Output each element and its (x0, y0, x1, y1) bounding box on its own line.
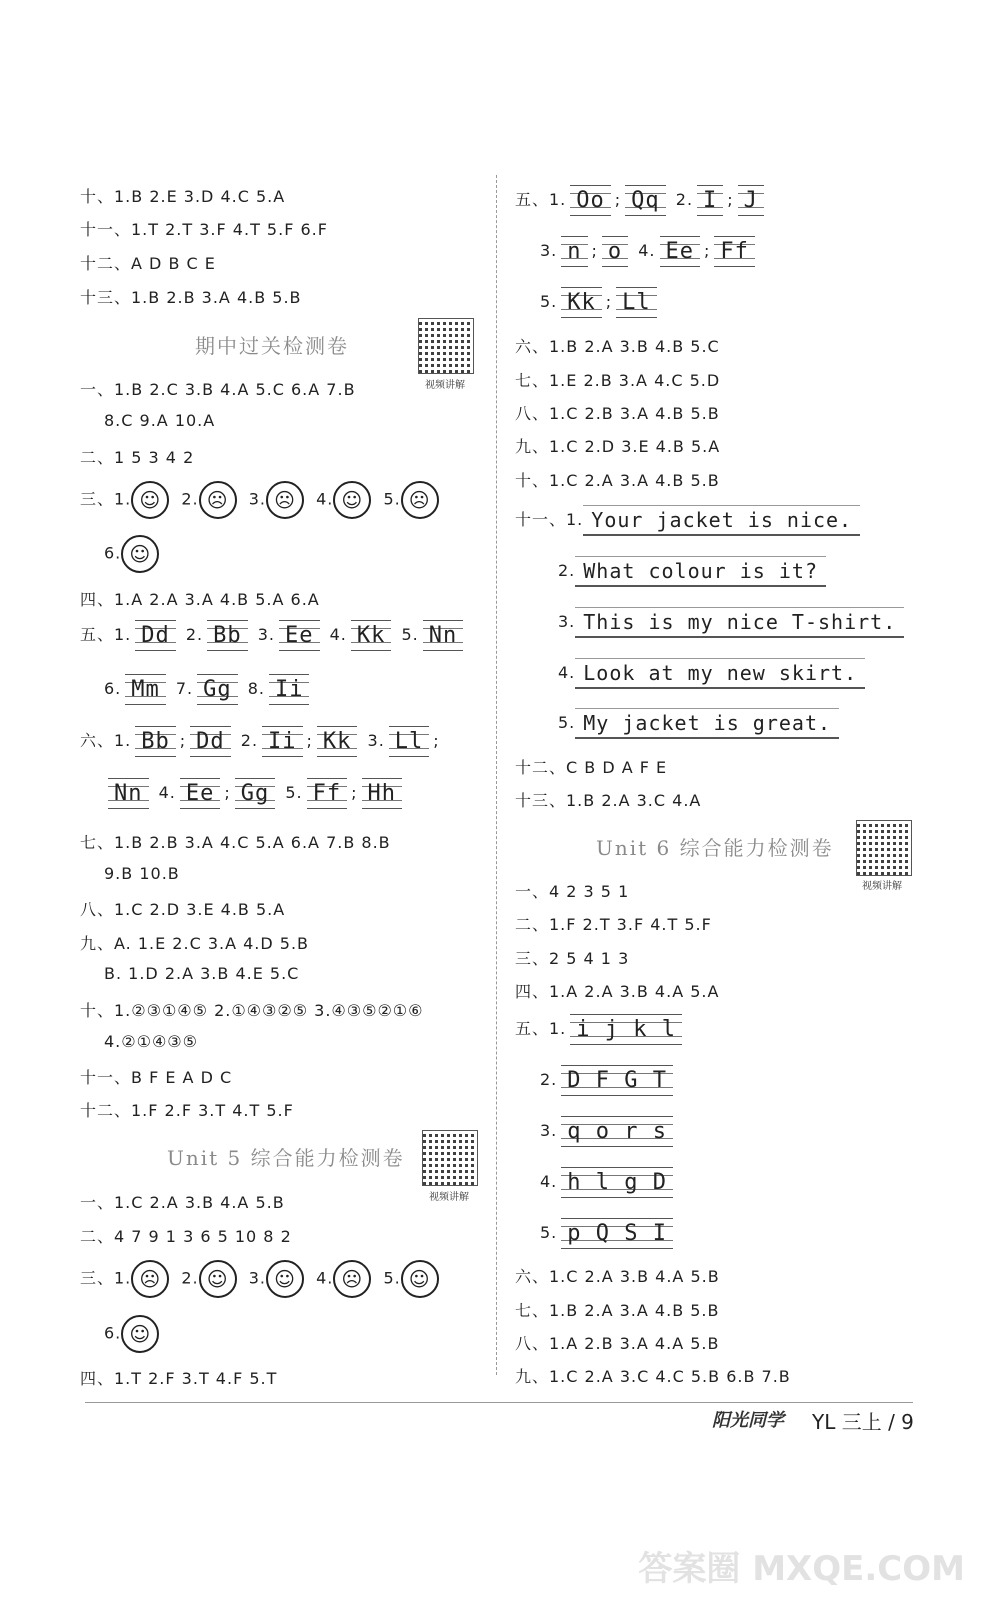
letters-row (540, 1116, 677, 1147)
handwritten-letters: q o r s (561, 1116, 673, 1147)
qr-code-icon[interactable] (418, 318, 474, 374)
section-title-unit5: Unit 5 综合能力检测卷 (167, 1146, 405, 1170)
sentence-row (558, 658, 865, 689)
letters-row: 五、1. Oo ; Qq 2. I ; J (515, 185, 768, 216)
answer-line-11: 十一、1.T 2.T 3.F 4.T 5.F 6.F (80, 220, 328, 239)
answer-line: 四、1.A 2.A 3.A 4.B 5.A 6.A (80, 590, 320, 609)
answer-line: 三、2 5 4 1 3 (515, 949, 630, 968)
faces-row (80, 481, 445, 519)
letters-row (515, 1014, 686, 1045)
item-label: 5. (383, 489, 401, 509)
handwritten-letters: Dd (190, 726, 231, 757)
handwritten-letters: Bb (135, 726, 176, 757)
answer-line: 十一、B F E A D C (80, 1068, 233, 1087)
answer-line: 十三、1.B 2.A 3.C 4.A (515, 791, 702, 810)
handwritten-letters: o (602, 236, 628, 267)
answer-line: 八、1.C 2.B 3.A 4.B 5.B (515, 404, 720, 423)
faces-row (104, 535, 165, 573)
smile-face-icon: ☺ (401, 1260, 439, 1298)
handwritten-letters: D F G T (561, 1065, 673, 1096)
answer-line: 8.C 9.A 10.A (104, 411, 216, 430)
answer-line: 九、1.C 2.A 3.C 4.C 5.B 6.B 7.B (515, 1367, 791, 1386)
handwritten-letters: p Q S I (561, 1218, 673, 1249)
handwritten-letters: Mm (125, 674, 166, 705)
item-label: 5. (540, 292, 558, 311)
answer-line: 八、1.C 2.D 3.E 4.B 5.A (80, 900, 286, 919)
handwritten-letters: n (561, 236, 587, 267)
handwritten-letters: Gg (197, 674, 238, 705)
handwritten-letters: Ee (279, 620, 320, 651)
handwritten-letters: Ii (269, 674, 310, 705)
letters-row (80, 620, 467, 651)
handwritten-letters: I (697, 185, 723, 216)
item-label: 3. (248, 489, 266, 509)
section-title-midterm: 期中过关检测卷 (195, 334, 349, 358)
answer-line: 二、1 5 3 4 2 (80, 448, 195, 467)
answer-line-12: 十二、A D B C E (80, 254, 216, 273)
item-label: 2. (185, 625, 204, 644)
watermark: 答案圈 MXQE.COM (638, 1549, 965, 1589)
letters-row: 3. n ; o 4. Ee ; Ff (540, 236, 759, 267)
handwritten-letters: h l g D (561, 1167, 673, 1198)
answer-line-13: 十三、1.B 2.B 3.A 4.B 5.B (80, 288, 302, 307)
answer-line: 九、A. 1.E 2.C 3.A 4.D 5.B (80, 934, 310, 953)
handwritten-letters: Dd (135, 620, 176, 651)
faces-row (80, 1260, 445, 1298)
sentence-row (558, 708, 839, 739)
qr-code-icon[interactable] (856, 820, 912, 876)
section-title-unit6: Unit 6 综合能力检测卷 (596, 836, 834, 860)
handwritten-letters: Bb (207, 620, 248, 651)
handwritten-letters: Kk (317, 726, 358, 757)
item-label: 5. (285, 783, 303, 802)
item-prefix: 三、1. (80, 489, 132, 509)
handwritten-sentence: Look at my new skirt. (575, 658, 865, 689)
answer-line: 二、4 7 9 1 3 6 5 10 8 2 (80, 1227, 292, 1246)
item-label: 5. (558, 713, 576, 732)
smile-face-icon: ☺ (121, 1315, 159, 1353)
item-prefix: 六、1. (80, 731, 132, 750)
faces-row (104, 1315, 165, 1353)
item-label: 2. (540, 1070, 558, 1089)
item-label: 4. (558, 663, 576, 682)
item-label: 3. (540, 241, 558, 260)
sad-face-icon: ☹ (401, 481, 439, 519)
handwritten-letters: Ii (262, 726, 303, 757)
answer-line: 八、1.A 2.B 3.A 4.A 5.B (515, 1334, 720, 1353)
item-label: 2. (181, 1268, 199, 1288)
item-label: 3. (367, 731, 385, 750)
answer-line: 一、1.B 2.C 3.B 4.A 5.C 6.A 7.B (80, 380, 356, 399)
item-prefix: 五、1. (515, 1019, 567, 1038)
qr-caption: 视频讲解 (862, 881, 902, 892)
smile-face-icon: ☺ (121, 535, 159, 573)
item-label: 6. (104, 543, 122, 563)
brand-logo: 阳光同学 (712, 1410, 784, 1431)
answer-line: 十、1.②③①④⑤ 2.①④③②⑤ 3.④③⑤②①⑥ (80, 1001, 424, 1020)
page-number: YL 三上 / 9 (812, 1410, 914, 1434)
item-label: 3. (540, 1121, 558, 1140)
handwritten-letters: Kk (351, 620, 392, 651)
item-label: 2. (181, 489, 199, 509)
answer-line: 4.②①④③⑤ (104, 1032, 198, 1051)
smile-face-icon: ☺ (333, 481, 371, 519)
item-label: 3. (248, 1268, 266, 1288)
smile-face-icon: ☺ (131, 481, 169, 519)
answer-line: 六、1.C 2.A 3.B 4.A 5.B (515, 1267, 720, 1286)
item-label: 3. (558, 612, 576, 631)
item-label: 3. (257, 625, 275, 644)
qr-caption: 视频讲解 (429, 1192, 469, 1203)
item-prefix: 十一、1. (515, 510, 584, 529)
handwritten-sentence: What colour is it? (575, 556, 826, 587)
sentence-row (558, 607, 904, 638)
item-label: 2. (558, 561, 576, 580)
item-label: 5. (383, 1268, 401, 1288)
answer-line: B. 1.D 2.A 3.B 4.E 5.C (104, 964, 300, 983)
item-label: 8. (247, 679, 265, 698)
column-divider (496, 175, 497, 1375)
item-label: 4. (638, 241, 656, 260)
answer-line: 二、1.F 2.T 3.F 4.T 5.F (515, 915, 712, 934)
sad-face-icon: ☹ (333, 1260, 371, 1298)
letters-row (540, 1065, 677, 1096)
sentence-row (515, 505, 860, 536)
answer-line: 十二、C B D A F E (515, 758, 668, 777)
letters-row: 5. Kk ; Ll (540, 287, 661, 318)
sad-face-icon: ☹ (199, 481, 237, 519)
smile-face-icon: ☺ (266, 1260, 304, 1298)
item-label: 4. (316, 489, 334, 509)
answer-line: 七、1.B 2.A 3.A 4.B 5.B (515, 1301, 720, 1320)
item-label: 2. (240, 731, 259, 750)
item-prefix: 三、1. (80, 1268, 132, 1288)
item-label: 6. (104, 679, 122, 698)
answer-line: 九、1.C 2.D 3.E 4.B 5.A (515, 437, 721, 456)
answer-line: 十、1.C 2.A 3.A 4.B 5.B (515, 471, 720, 490)
answer-line: 七、1.B 2.B 3.A 4.C 5.A 6.A 7.B 8.B (80, 833, 391, 852)
handwritten-sentence: My jacket is great. (575, 708, 839, 739)
smile-face-icon: ☺ (199, 1260, 237, 1298)
footer-rule (85, 1402, 913, 1403)
handwritten-letters: Ll (389, 726, 430, 757)
letters-row (104, 674, 313, 705)
qr-caption: 视频讲解 (425, 380, 465, 391)
sentence-row (558, 556, 826, 587)
item-prefix: 五、1. (80, 625, 132, 644)
handwritten-letters: Ff (307, 778, 348, 809)
sad-face-icon: ☹ (266, 481, 304, 519)
handwritten-letters: Hh (362, 778, 403, 809)
letters-row: Nn 4. Ee ; Gg 5. Ff ; Hh (104, 778, 406, 809)
handwritten-letters: Ff (714, 236, 755, 267)
letters-row: 六、1. Bb ; Dd 2. Ii ; Kk 3. Ll ; (80, 726, 440, 757)
handwritten-letters: Ee (180, 778, 221, 809)
item-label: 7. (175, 679, 194, 698)
item-prefix: 五、1. (515, 190, 567, 209)
answer-line: 六、1.B 2.A 3.B 4.B 5.C (515, 337, 720, 356)
handwritten-letters: J (738, 185, 764, 216)
handwritten-letters: Qq (625, 185, 666, 216)
item-label: 4. (158, 783, 176, 802)
sad-face-icon: ☹ (131, 1260, 169, 1298)
handwritten-letters: i j k l (570, 1014, 682, 1045)
answer-line: 9.B 10.B (104, 864, 180, 883)
answer-line-10: 十、1.B 2.E 3.D 4.C 5.A (80, 187, 286, 206)
handwritten-sentence: This is my nice T-shirt. (575, 607, 904, 638)
handwritten-letters: Nn (423, 620, 464, 651)
letters-row (540, 1218, 677, 1249)
answer-line: 四、1.T 2.F 3.T 4.F 5.T (80, 1369, 278, 1388)
handwritten-letters: Gg (235, 778, 276, 809)
item-label: 5. (540, 1223, 558, 1242)
handwritten-letters: Nn (108, 778, 149, 809)
item-label: 6. (104, 1323, 122, 1343)
item-label: 4. (329, 625, 347, 644)
item-label: 4. (540, 1172, 558, 1191)
answer-line: 一、4 2 3 5 1 (515, 882, 630, 901)
answer-line: 十二、1.F 2.F 3.T 4.T 5.F (80, 1101, 294, 1120)
handwritten-letters: Ee (660, 236, 701, 267)
item-label: 4. (316, 1268, 334, 1288)
qr-code-icon[interactable] (422, 1130, 478, 1186)
item-label: 5. (401, 625, 419, 644)
handwritten-letters: Ll (616, 287, 657, 318)
handwritten-letters: Oo (570, 185, 611, 216)
item-label: 2. (675, 190, 694, 209)
handwritten-sentence: Your jacket is nice. (583, 505, 860, 536)
answer-line: 四、1.A 2.A 3.B 4.A 5.A (515, 982, 720, 1001)
answer-line: 七、1.E 2.B 3.A 4.C 5.D (515, 371, 721, 390)
letters-row (540, 1167, 677, 1198)
handwritten-letters: Kk (561, 287, 602, 318)
answer-line: 一、1.C 2.A 3.B 4.A 5.B (80, 1193, 285, 1212)
